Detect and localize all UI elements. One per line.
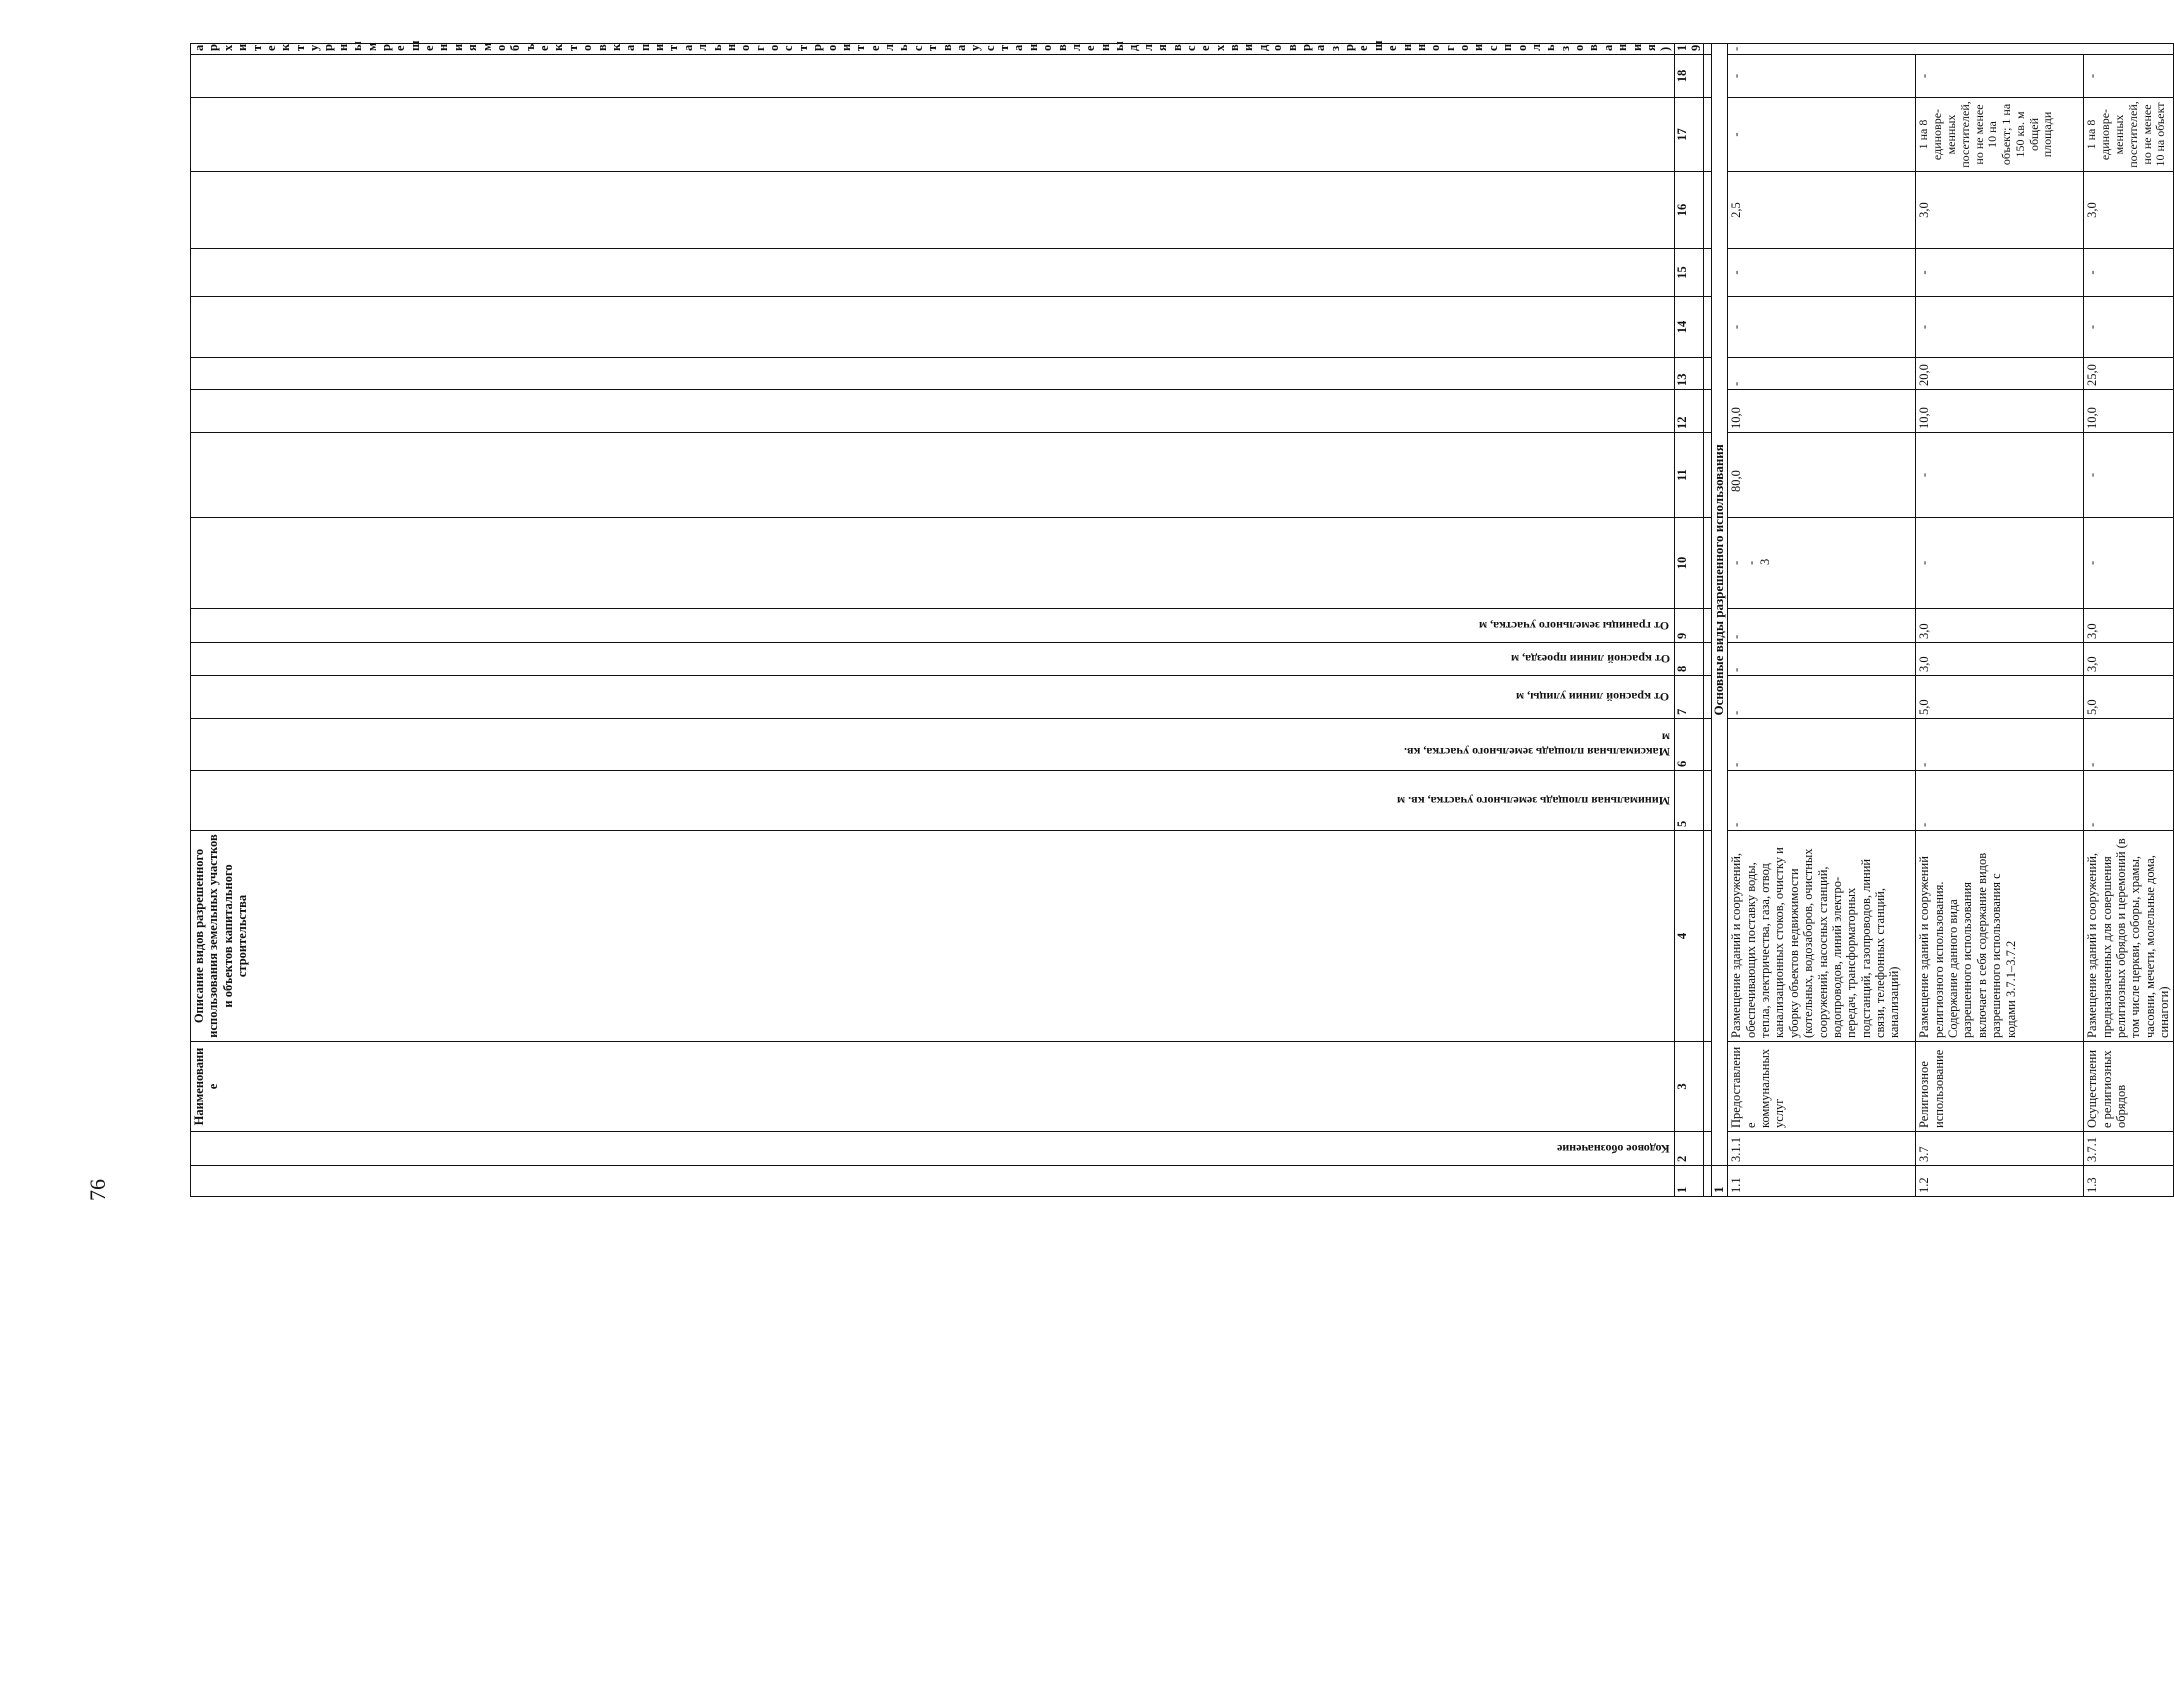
- col-num-12: 12: [1674, 390, 1704, 433]
- sep-cell: [1704, 1132, 1712, 1166]
- col-num-17: 17: [1674, 98, 1704, 172]
- header-code: [191, 1132, 1675, 1166]
- col-num-6: 6: [1674, 719, 1704, 771]
- sep-cell: [1704, 98, 1712, 172]
- col-num-2: 2: [1674, 1132, 1704, 1166]
- max-area-value: -: [1916, 719, 2084, 771]
- col18-value: -: [2084, 55, 2173, 98]
- col13-value: -: [1728, 358, 1916, 390]
- street-line-value: 5,0: [2084, 676, 2173, 719]
- sep-cell: [1704, 55, 1712, 98]
- col12-value: 10,0: [2084, 390, 2173, 433]
- street-line-value: 5,0: [1916, 676, 2084, 719]
- col-num-1: 1: [1674, 1166, 1704, 1197]
- header-col10: [191, 518, 1675, 609]
- header-plot-border: [191, 609, 1675, 643]
- table-row: [1728, 44, 1916, 1197]
- plot-border-value: 3,0: [1916, 609, 2084, 643]
- col-num-7: 7: [1674, 676, 1704, 719]
- sep-cell: [1704, 831, 1712, 1042]
- sep-cell: [1704, 44, 1712, 55]
- col10-line: 3: [1758, 558, 1773, 565]
- col10-line: -: [2085, 560, 2100, 565]
- sep-cell: [1704, 172, 1712, 249]
- col10-line: -: [1743, 560, 1758, 565]
- header-passage-line: [191, 643, 1675, 676]
- row-description: Размещение зданий и сооружений, обеспечивающих поставку воды, тепла, электричества, газа, отвод канализационных стоков, очистку и уборку объектов недвижимости (котельных, водозаборов, очистных сооружений, насосных станций, водопроводов, линий электро-передач, трансформаторных подстанций, газопроводов, линий связи, телефонных станций, канализаций): [1728, 831, 1916, 1042]
- col18-value: -: [1916, 55, 2084, 98]
- section-title: Основные виды разрешенного использования: [1712, 44, 1728, 719]
- header-col16: [191, 172, 1675, 249]
- header-col17: [191, 98, 1675, 172]
- col-num-8: 8: [1674, 643, 1704, 676]
- min-area-value: -: [1728, 771, 1916, 831]
- sep-cell: [1704, 771, 1712, 831]
- col17-value: 1 на 8 единовре-менных посетителей, но не менее 10 на объект; 1 на 150 кв. м общей площади: [1916, 98, 2084, 172]
- header-description: Описание видов разрешенного использования земельных участков и объектов капитального строительства: [191, 831, 1675, 1042]
- header-passage-line-text: От красной линии проезда, м: [1510, 652, 1670, 667]
- col-num-16: 16: [1674, 172, 1704, 249]
- col14-value: -: [1728, 297, 1916, 358]
- sep-cell: [1704, 297, 1712, 358]
- header-architecture: архитектурным решениям объектов капитального строительства установлены для всех видов разрешенного использования): [191, 44, 1675, 55]
- col11-value: -: [2084, 433, 2173, 518]
- header-col1: [191, 1166, 1675, 1197]
- header-col12: [191, 390, 1675, 433]
- col10-value: [2084, 518, 2173, 609]
- col10-line: -: [1729, 560, 1744, 565]
- section-number: 1: [1712, 1166, 1728, 1197]
- col10-line: -: [1917, 560, 1932, 565]
- min-area-value: -: [2084, 771, 2173, 831]
- col-num-14: 14: [1674, 297, 1704, 358]
- row-number: 1.2: [1916, 1166, 2084, 1197]
- col16-value: 3,0: [1916, 172, 2084, 249]
- row-code: 3.7: [1916, 1132, 2084, 1166]
- header-max-area-text: Максимальная площадь земельного участка, кв. м: [1403, 730, 1670, 759]
- col-num-11: 11: [1674, 433, 1704, 518]
- sep-cell: [1704, 358, 1712, 390]
- sep-cell: [1704, 1042, 1712, 1132]
- header-col15: [191, 249, 1675, 297]
- col11-value: 80,0: [1728, 433, 1916, 518]
- header-street-line-text: От красной линии улицы, м: [1516, 690, 1670, 705]
- header-plot-border-text: От границы земельного участка, м: [1479, 618, 1670, 633]
- row-description: Размещение зданий и сооружений, предназначенных для совершения религиозных обрядов и церемоний (в том числе церкви, соборы, храмы, часовни, мечети, молельные дома, синагоги): [2084, 831, 2173, 1042]
- col17-value: -: [1728, 98, 1916, 172]
- col-num-15: 15: [1674, 249, 1704, 297]
- plot-border-value: 3,0: [2084, 609, 2173, 643]
- col-num-4: 4: [1674, 831, 1704, 1042]
- col15-value: -: [1728, 249, 1916, 297]
- row-code: 3.7.1: [2084, 1132, 2173, 1166]
- col-num-5: 5: [1674, 771, 1704, 831]
- section-row: [1712, 44, 1728, 1197]
- col12-value: 10,0: [1728, 390, 1916, 433]
- col18-value: -: [1728, 55, 1916, 98]
- table-row: [1916, 44, 2084, 1197]
- zoning-regulations-table: [190, 40, 2174, 1197]
- col-num-13: 13: [1674, 358, 1704, 390]
- col13-value: 20,0: [1916, 358, 2084, 390]
- sep-cell: [1704, 719, 1712, 771]
- col-num-3: 3: [1674, 1042, 1704, 1132]
- header-name: Наименование: [191, 1042, 1675, 1132]
- header-row: [191, 44, 1675, 1197]
- col15-value: -: [2084, 249, 2173, 297]
- max-area-value: -: [2084, 719, 2173, 771]
- row-description: Размещение зданий и сооружений религиозного использования. Содержание данного вида разрешенного использования включает в себя содержание видов разрешенного использования с кодами 3.7.1–3.7.2: [1916, 831, 2084, 1042]
- col-num-9: 9: [1674, 609, 1704, 643]
- header-col14: [191, 297, 1675, 358]
- table-row: [2084, 44, 2173, 1197]
- header-col11: [191, 433, 1675, 518]
- sep-cell: [1704, 390, 1712, 433]
- row-number: 1.3: [2084, 1166, 2173, 1197]
- col17-value: 1 на 8 единовре-менных посетителей, но не менее 10 на объект: [2084, 98, 2173, 172]
- col19-value: -: [1728, 44, 2173, 55]
- col-num-19: 19: [1674, 44, 1704, 55]
- street-line-value: -: [1728, 676, 1916, 719]
- col14-value: -: [1916, 297, 2084, 358]
- row-name: Религиозное использование: [1916, 1042, 2084, 1132]
- col16-value: 3,0: [2084, 172, 2173, 249]
- col14-value: -: [2084, 297, 2173, 358]
- sep-cell: [1704, 249, 1712, 297]
- header-col18: [191, 55, 1675, 98]
- row-name: Предоставление коммунальных услуг: [1728, 1042, 1916, 1132]
- section-empty: [1712, 719, 1728, 1166]
- header-min-area: [191, 771, 1675, 831]
- row-code: 3.1.1: [1728, 1132, 1916, 1166]
- col11-value: -: [1916, 433, 2084, 518]
- rotated-table-wrapper: [190, 40, 2172, 1197]
- col13-value: 25,0: [2084, 358, 2173, 390]
- row-number: 1.1: [1728, 1166, 1916, 1197]
- col12-value: 10,0: [1916, 390, 2084, 433]
- passage-line-value: 3,0: [1916, 643, 2084, 676]
- header-max-area: [191, 719, 1675, 771]
- header-street-line: [191, 676, 1675, 719]
- header-code-text: Кодовое обозначение: [1557, 1141, 1670, 1156]
- col10-value: [1916, 518, 2084, 609]
- column-number-row: [1674, 44, 1704, 1197]
- min-area-value: -: [1916, 771, 2084, 831]
- page-number: 76: [85, 1179, 110, 1201]
- passage-line-value: 3,0: [2084, 643, 2173, 676]
- col-num-18: 18: [1674, 55, 1704, 98]
- col10-value: [1728, 518, 1916, 609]
- header-min-area-text: Минимальная площадь земельного участка, кв. м: [1396, 793, 1670, 808]
- max-area-value: -: [1728, 719, 1916, 771]
- passage-line-value: -: [1728, 643, 1916, 676]
- row-name: Осуществление религиозных обрядов: [2084, 1042, 2173, 1132]
- header-col13: [191, 358, 1675, 390]
- plot-border-value: -: [1728, 609, 1916, 643]
- col-num-10: 10: [1674, 518, 1704, 609]
- col15-value: -: [1916, 249, 2084, 297]
- col16-value: 2,5: [1728, 172, 1916, 249]
